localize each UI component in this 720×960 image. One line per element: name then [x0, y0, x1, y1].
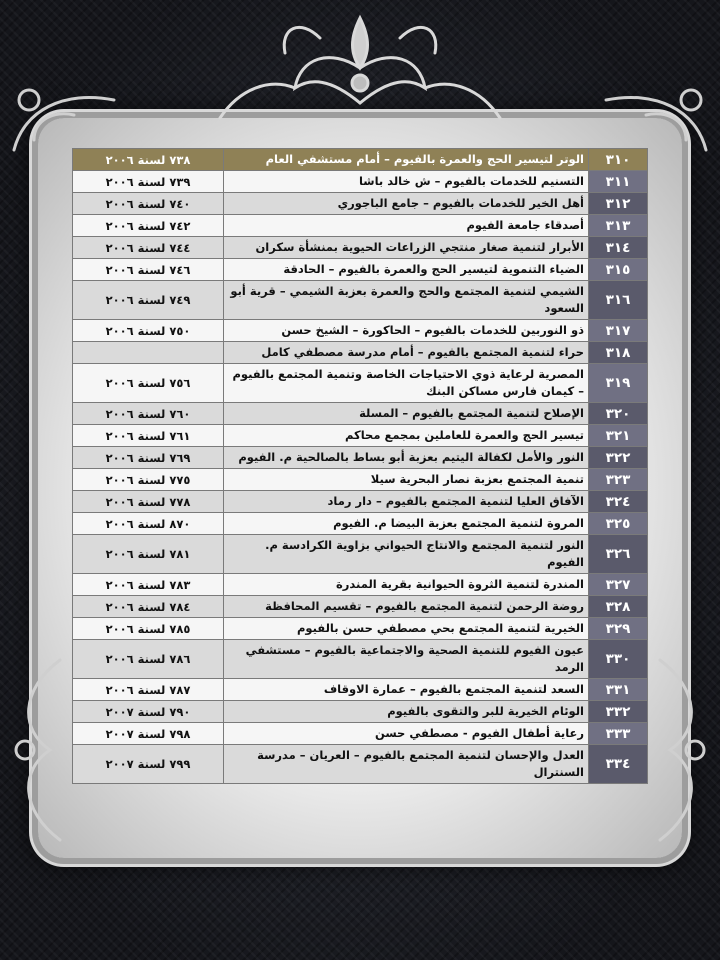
association-name-cell: النور والأمل لكفالة اليتيم بعزبة أبو بساط بالصالحية م. الفيوم — [224, 447, 589, 469]
association-name-cell: أهل الخير للخدمات بالفيوم – جامع الباجوري — [224, 193, 589, 215]
registration-cell: ٧٧٥ لسنة ٢٠٠٦ — [73, 469, 224, 491]
association-name-cell: التسنيم للخدمات بالفيوم – ش خالد باشا — [224, 171, 589, 193]
registration-cell: ٧٤٩ لسنة ٢٠٠٦ — [73, 281, 224, 320]
table-row — [73, 403, 648, 425]
registration-cell: ٧٤٢ لسنة ٢٠٠٦ — [73, 215, 224, 237]
table-row — [73, 215, 648, 237]
association-name-cell: رعاية أطفال الفيوم - مصطفي حسن — [224, 723, 589, 745]
table-row — [73, 320, 648, 342]
registration-cell: ٧٨٣ لسنة ٢٠٠٦ — [73, 574, 224, 596]
table-row — [73, 469, 648, 491]
row-number-cell: ٣١٩ — [589, 364, 648, 403]
table-row — [73, 425, 648, 447]
row-number-cell: ٣٢٦ — [589, 535, 648, 574]
row-number-cell: ٣٢٩ — [589, 618, 648, 640]
registration-cell: ٨٧٠ لسنة ٢٠٠٦ — [73, 513, 224, 535]
table-row — [73, 701, 648, 723]
registration-cell: ٧٦٩ لسنة ٢٠٠٦ — [73, 447, 224, 469]
table-row — [73, 447, 648, 469]
association-name-cell: المصرية لرعاية ذوي الاحتياجات الخاصة وتنمية المجتمع بالفيوم – كيمان فارس مساكن البنك — [224, 364, 589, 403]
row-number-cell: ٣١٠ — [589, 149, 648, 171]
row-number-cell: ٣٢٧ — [589, 574, 648, 596]
table-row — [73, 618, 648, 640]
association-name-cell: الإصلاح لتنمية المجتمع بالفيوم – المسلة — [224, 403, 589, 425]
registration-cell: ٧٦٠ لسنة ٢٠٠٦ — [73, 403, 224, 425]
row-number-cell: ٣١٤ — [589, 237, 648, 259]
row-number-cell: ٣٢٢ — [589, 447, 648, 469]
row-number-cell: ٣٢٣ — [589, 469, 648, 491]
registration-cell: ٧٨١ لسنة ٢٠٠٦ — [73, 535, 224, 574]
table-row — [73, 513, 648, 535]
table-row — [73, 237, 648, 259]
row-number-cell: ٣٢١ — [589, 425, 648, 447]
registration-cell: ٧٤٠ لسنة ٢٠٠٦ — [73, 193, 224, 215]
registration-cell: ٧٩٨ لسنة ٢٠٠٧ — [73, 723, 224, 745]
association-name-cell: عيون الفيوم للتنمية الصحية والاجتماعية بالفيوم – مستشفي الرمد — [224, 640, 589, 679]
row-number-cell: ٣٣٠ — [589, 640, 648, 679]
table-row — [73, 745, 648, 784]
association-name-cell: العدل والإحسان لتنمية المجتمع بالفيوم – العريان – مدرسة السنترال — [224, 745, 589, 784]
association-name-cell: السعد لتنمية المجتمع بالفيوم – عمارة الاوقاف — [224, 679, 589, 701]
row-number-cell: ٣١٣ — [589, 215, 648, 237]
row-number-cell: ٣٣٣ — [589, 723, 648, 745]
row-number-cell: ٣١٥ — [589, 259, 648, 281]
association-name-cell: الوئام الخيرية للبر والتقوى بالفيوم — [224, 701, 589, 723]
table-row — [73, 193, 648, 215]
row-number-cell: ٣١١ — [589, 171, 648, 193]
association-name-cell: المروة لتنمية المجتمع بعزبة البيضا م. الفيوم — [224, 513, 589, 535]
table-row — [73, 535, 648, 574]
row-number-cell: ٣٣٢ — [589, 701, 648, 723]
association-name-cell: الشيمي لتنمية المجتمع والحج والعمرة بعزبة الشيمي – قرية أبو السعود — [224, 281, 589, 320]
table-row — [73, 640, 648, 679]
registration-cell: ٧٩٠ لسنة ٢٠٠٧ — [73, 701, 224, 723]
association-name-cell: ذو النوربين للخدمات بالفيوم – الحاكورة – الشيخ حسن — [224, 320, 589, 342]
registration-cell: ٧٧٨ لسنة ٢٠٠٦ — [73, 491, 224, 513]
association-name-cell: الضياء التنموية لتيسير الحج والعمرة بالفيوم – الحادقة — [224, 259, 589, 281]
association-name-cell: روضة الرحمن لتنمية المجتمع بالفيوم – تقسيم المحافظة — [224, 596, 589, 618]
registration-cell: ٧٤٦ لسنة ٢٠٠٦ — [73, 259, 224, 281]
table-row — [73, 596, 648, 618]
row-number-cell: ٣١٢ — [589, 193, 648, 215]
table-row — [73, 171, 648, 193]
row-number-cell: ٣٣١ — [589, 679, 648, 701]
association-name-cell: الوتر لتيسير الحج والعمرة بالفيوم – أمام مستشفي العام — [224, 149, 589, 171]
registration-cell: ٧٦١ لسنة ٢٠٠٦ — [73, 425, 224, 447]
registration-cell: ٧٥٦ لسنة ٢٠٠٦ — [73, 364, 224, 403]
row-number-cell: ٣٢٤ — [589, 491, 648, 513]
registration-cell: ٧٤٤ لسنة ٢٠٠٦ — [73, 237, 224, 259]
registration-cell — [73, 342, 224, 364]
association-name-cell: الآفاق العليا لتنمية المجتمع بالفيوم – دار رماد — [224, 491, 589, 513]
row-number-cell: ٣١٨ — [589, 342, 648, 364]
table-row — [73, 491, 648, 513]
table-body — [73, 149, 648, 784]
row-number-cell: ٣١٦ — [589, 281, 648, 320]
row-number-cell: ٣٢٨ — [589, 596, 648, 618]
row-number-cell: ٣٢٥ — [589, 513, 648, 535]
top-crest-ornament — [200, 8, 520, 126]
associations-table — [72, 148, 648, 784]
association-name-cell: تيسير الحج والعمرة للعاملين بمجمع محاكم — [224, 425, 589, 447]
association-name-cell: أصدقاء جامعة الفيوم — [224, 215, 589, 237]
row-number-cell: ٣٣٤ — [589, 745, 648, 784]
association-name-cell: المندرة لتنمية الثروة الحيوانية بقرية المندرة — [224, 574, 589, 596]
association-name-cell: النور لتنمية المجتمع والانتاج الحيواني بزاوية الكرادسة م. الفيوم — [224, 535, 589, 574]
table-row — [73, 342, 648, 364]
registration-cell: ٧٣٩ لسنة ٢٠٠٦ — [73, 171, 224, 193]
registration-cell: ٧٥٠ لسنة ٢٠٠٦ — [73, 320, 224, 342]
row-number-cell: ٣١٧ — [589, 320, 648, 342]
table-row — [73, 259, 648, 281]
table-row — [73, 574, 648, 596]
association-name-cell: الأبرار لتنمية صغار منتجي الزراعات الحيوية بمنشأة سكران — [224, 237, 589, 259]
registration-cell: ٧٨٧ لسنة ٢٠٠٦ — [73, 679, 224, 701]
registration-cell: ٧٩٩ لسنة ٢٠٠٧ — [73, 745, 224, 784]
association-name-cell: تنمية المجتمع بعزبة نصار البحرية سيلا — [224, 469, 589, 491]
table-row — [73, 364, 648, 403]
registration-cell: ٧٣٨ لسنة ٢٠٠٦ — [73, 149, 224, 171]
table-row — [73, 679, 648, 701]
association-name-cell: حراء لتنمية المجتمع بالفيوم – أمام مدرسة مصطفي كامل — [224, 342, 589, 364]
row-number-cell: ٣٢٠ — [589, 403, 648, 425]
table-row — [73, 723, 648, 745]
registration-cell: ٧٨٥ لسنة ٢٠٠٦ — [73, 618, 224, 640]
table-row — [73, 149, 648, 171]
association-name-cell: الخيرية لتنمية المجتمع بحي مصطفي حسن بالفيوم — [224, 618, 589, 640]
table-row — [73, 281, 648, 320]
registration-cell: ٧٨٦ لسنة ٢٠٠٦ — [73, 640, 224, 679]
registration-cell: ٧٨٤ لسنة ٢٠٠٦ — [73, 596, 224, 618]
